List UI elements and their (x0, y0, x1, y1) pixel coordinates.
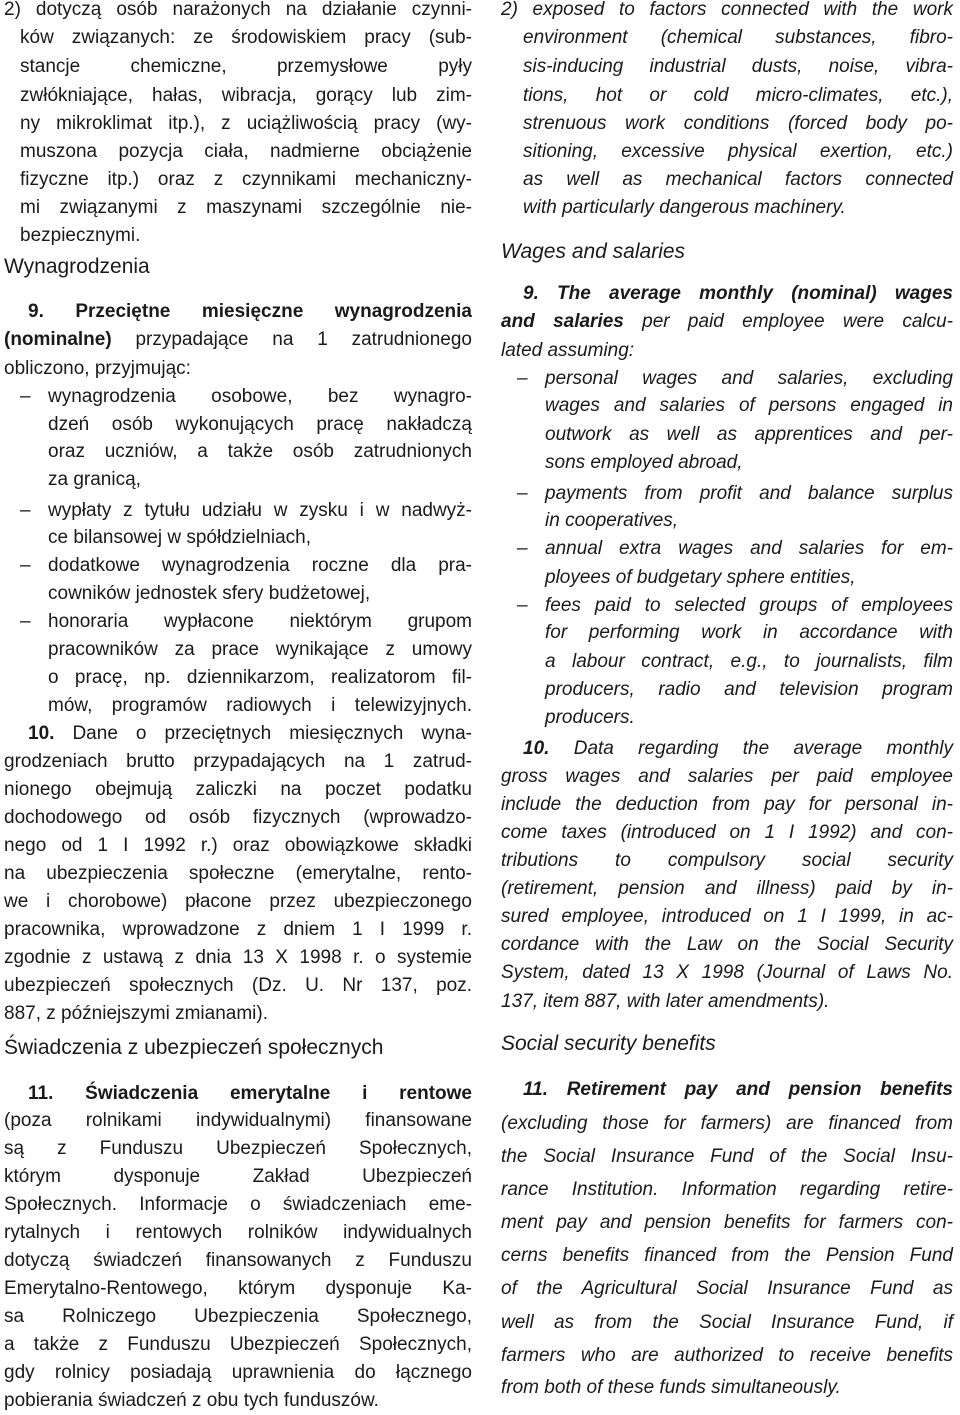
text-line: o pracę, np. dziennikarzom, realizatorom fil- (48, 667, 472, 688)
text-line: tributions to compulsory social security (501, 850, 953, 871)
text-line: tions, hot or cold micro-climates, etc.), (523, 85, 953, 106)
bullet-dash: – (20, 386, 31, 407)
text-line: dochodowego od osób fizycznych (wprowadzo- (4, 807, 472, 828)
text-line: dzeń osób wykonujących pracę nakładczą (48, 414, 472, 435)
bullet-dash: – (20, 611, 31, 632)
text-line: wypłaty z tytułu udziału w zysku i w nadwyż- (48, 500, 472, 521)
bold-run: 11. Świadczenia emerytalne i rentowe (28, 1083, 472, 1104)
section-heading: Wynagrodzenia (4, 255, 150, 278)
text-line: and salaries per paid employee were calcu- (501, 311, 954, 332)
bold-run: 9. The average monthly (nominal) wages (523, 283, 953, 304)
text-line: a labour contract, e.g., to journalists, film (545, 651, 953, 672)
text-line: environment (chemical substances, fibro- (523, 27, 953, 48)
text-line: ków związanych: ze środowiskiem pracy (sub- (20, 27, 472, 48)
text-line: lated assuming: (501, 340, 635, 361)
text-line: cowników jednostek sfery budżetowej, (48, 583, 371, 604)
text-line: ployees of budgetary sphere entities, (545, 567, 856, 588)
section-heading: Wages and salaries (501, 240, 686, 263)
text-line: fees paid to selected groups of employees (545, 595, 953, 616)
text-line: na ubezpieczenia społeczne (emerytalne, rento- (4, 863, 472, 884)
text-line: 2) dotyczą osób narażonych na działanie czynni- (4, 0, 472, 20)
text-line: fizyczne itp.) oraz z czynnikami mechaniczny- (20, 169, 472, 190)
text-line: rytalnych i rentowych rolników indywidualnych (4, 1222, 472, 1243)
text-line: dotyczą świadczeń finansowanych z Funduszu (4, 1250, 472, 1271)
text-line (523, 280, 953, 308)
text-line: payments from profit and balance surplus (545, 483, 953, 504)
text-line: the Social Insurance Fund of the Social Insu- (501, 1146, 953, 1167)
text-line: pracownika, wprowadzone z dniem 1 I 1999 r. (4, 919, 472, 940)
text-line: Emerytalno-Rentowego, którym dysponuje Ka- (4, 1278, 472, 1299)
section-heading: Social security benefits (501, 1032, 716, 1055)
text-line: 887, z późniejszymi zmianami). (4, 1003, 268, 1024)
text-line: zgodnie z ustawą z dnia 13 X 1998 r. o systemie (4, 947, 472, 968)
text-line: obliczono, przyjmując: (4, 358, 191, 379)
text-line: są z Funduszu Ubezpieczeń Społecznych, (4, 1138, 472, 1159)
text-line: gdy rolnicy posiadają uprawnienia do łącznego (4, 1362, 472, 1383)
bullet-dash: – (517, 368, 528, 389)
text-line: outwork as well as apprentices and per- (545, 424, 953, 445)
text-line: nionego obejmują zaliczki na poczet podatku (4, 779, 472, 800)
text-line: grodzeniach brutto przypadających na 1 zatrud- (4, 751, 472, 772)
bullet-dash: – (517, 483, 528, 504)
bold-run: and salaries (501, 311, 624, 332)
text-line: ubezpieczeń społecznych (Dz. U. Nr 137, poz. (4, 975, 472, 996)
text-line: ce bilansowej w spółdzielniach, (48, 527, 311, 548)
text-line: oraz uczniów, a także osób zatrudnionych (48, 441, 472, 462)
text-line: zwłókniające, hałas, wibracja, gorący lub zim- (20, 85, 472, 106)
text-line: sis-inducing industrial dusts, noise, vibra- (523, 56, 953, 77)
text-line: mów, programów radiowych i telewizyjnych. (48, 695, 472, 716)
text-line: dodatkowe wynagrodzenia roczne dla pra- (48, 555, 472, 576)
text-line: (retirement, pension and illness) paid by in- (501, 878, 953, 899)
text-line: producers. (545, 707, 635, 728)
text-line: rance Institution. Information regarding retire- (501, 1179, 953, 1200)
text-line: System, dated 13 X 1998 (Journal of Laws No. (501, 962, 953, 983)
text-line: farmers who are authorized to receive benefits (501, 1345, 953, 1366)
bold-run: 10. (28, 723, 55, 744)
text-line: sons employed abroad, (545, 452, 743, 473)
text-line: za granicą, (48, 469, 141, 490)
text-line: in cooperatives, (545, 510, 679, 531)
text-line: honoraria wypłacone niektórym grupom (48, 611, 472, 632)
text-line (523, 1076, 953, 1104)
text-line: bezpiecznymi. (20, 225, 141, 246)
bullet-dash: – (517, 538, 528, 559)
text-line: 10. Data regarding the average monthly (523, 738, 953, 759)
text-line: pracowników za prace wynikające z umowy (48, 639, 472, 660)
text-line: well as from the Social Insurance Fund, if (501, 1312, 953, 1333)
text-line: (poza rolnikami indywidualnymi) finansowane (4, 1110, 472, 1131)
bullet-dash: – (20, 555, 31, 576)
text-line: ny mikroklimat itp.), z uciążliwością pracy (wy- (20, 113, 472, 134)
text-line: we i chorobowe) płacone przez ubezpieczonego (4, 891, 472, 912)
text-line: wynagrodzenia osobowe, bez wynagro- (48, 386, 472, 407)
text-line: 137, item 887, with later amendments). (501, 991, 830, 1012)
text-line: with particularly dangerous machinery. (523, 197, 846, 218)
text-line: stancje chemiczne, przemysłowe pyły (20, 56, 472, 77)
text-line: muszona pozycja ciała, nadmierne obciążenie (20, 141, 472, 162)
bold-run: 11. Retirement pay and pension benefits (523, 1079, 953, 1100)
text-line: ment pay and pension benefits for farmers con- (501, 1212, 953, 1233)
text-line: from both of these funds simultaneously. (501, 1377, 841, 1398)
bold-run: 9. Przeciętne miesięczne wynagrodzenia (28, 301, 472, 322)
text-line: sured employee, introduced on 1 I 1999, in ac- (501, 906, 953, 927)
text-line: for performing work in accordance with (545, 622, 953, 643)
bold-run: 10. (523, 738, 550, 759)
text-line: come taxes (introduced on 1 I 1992) and con- (501, 822, 953, 843)
text-line: 2) exposed to factors connected with the work (501, 0, 953, 20)
bold-run: (nominalne) (4, 329, 112, 350)
text-line: 10. Dane o przeciętnych miesięcznych wyna- (28, 723, 472, 744)
text-line: gross wages and salaries per paid employee (501, 766, 953, 787)
text-line: producers, radio and television program (545, 679, 953, 700)
text-line: of the Agricultural Social Insurance Fund as (501, 1278, 953, 1299)
section-heading: Świadczenia z ubezpieczeń społecznych (4, 1036, 384, 1059)
bullet-dash: – (20, 500, 31, 521)
text-line: Społecznych. Informacje o świadczeniach eme- (4, 1194, 472, 1215)
text-line: pobierania świadczeń z obu tych funduszów. (4, 1390, 379, 1411)
text-line: strenuous work conditions (forced body po- (523, 113, 953, 134)
text-line: wages and salaries of persons engaged in (545, 395, 953, 416)
text-line: którym dysponuje Zakład Ubezpieczeń (4, 1166, 472, 1187)
text-line: annual extra wages and salaries for em- (545, 538, 953, 559)
text-line: mi związanymi z maszynami szczególnie nie- (20, 197, 472, 218)
text-line: a także z Funduszu Ubezpieczeń Społecznych, (4, 1334, 472, 1355)
text-line: cordance with the Law on the Social Security (501, 934, 953, 955)
text-line: include the deduction from pay for personal in- (501, 794, 953, 815)
text-line: cerns benefits financed from the Pension Fund (501, 1245, 953, 1266)
text-line (28, 298, 472, 326)
bullet-dash: – (517, 595, 528, 616)
text-line: personal wages and salaries, excluding (545, 368, 953, 389)
text-line: (nominalne) przypadające na 1 zatrudnionego (4, 329, 472, 350)
text-line: sa Rolniczego Ubezpieczenia Społecznego, (4, 1306, 472, 1327)
text-line (28, 1080, 472, 1108)
text-line: sitioning, excessive physical exertion, etc.) (523, 141, 953, 162)
text-line: (excluding those for farmers) are financed from (501, 1113, 953, 1134)
text-line: nego od 1 I 1992 r.) oraz obowiązkowe składki (4, 835, 472, 856)
text-line: as well as mechanical factors connected (523, 169, 953, 190)
